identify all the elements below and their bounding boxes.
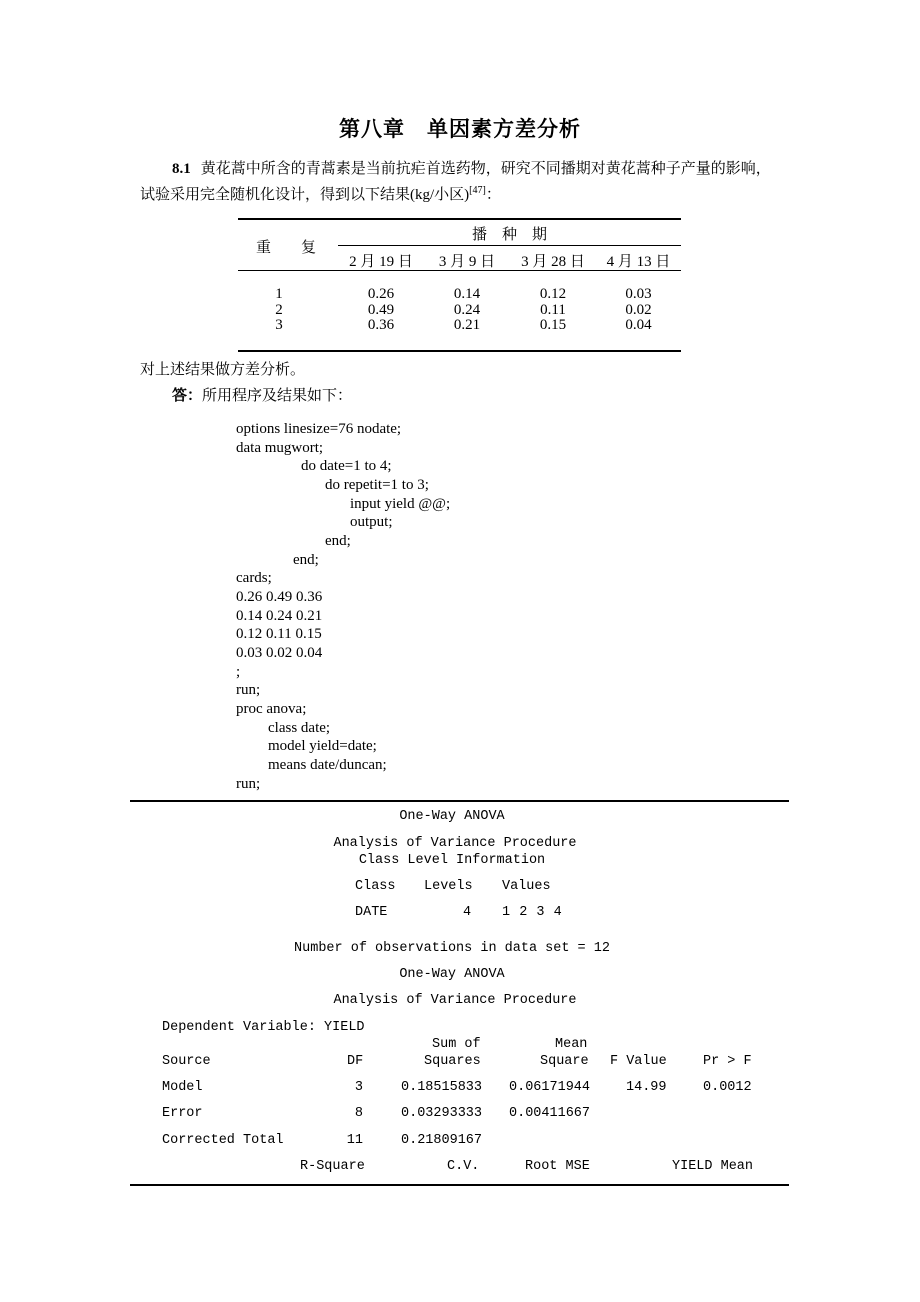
anova-source: Model (162, 1080, 203, 1095)
f-header: F Value (610, 1054, 667, 1069)
value-cell: 0.36 (367, 317, 395, 333)
code-line: 0.12 0.11 0.15 (236, 626, 322, 642)
ms-header: Square (540, 1054, 589, 1069)
value-cell: 0.49 (367, 302, 395, 318)
group-header: 播 种 期 (471, 227, 547, 243)
output-top-rule (130, 800, 789, 802)
code-line: do repetit=1 to 3; (325, 477, 429, 493)
answer-label: 答： (172, 388, 203, 404)
code-line: model yield=date; (268, 738, 377, 754)
code-line: output; (350, 514, 393, 530)
citation: [47] (469, 185, 486, 196)
ss-header-top: Sum of (432, 1037, 481, 1052)
rep-cell: 3 (275, 317, 283, 333)
code-line: options linesize=76 nodate; (236, 421, 402, 437)
code-line: class date; (268, 720, 331, 736)
ss-header: Squares (424, 1054, 481, 1069)
value-cell: 0.15 (539, 317, 567, 333)
rep-cell: 1 (275, 286, 283, 302)
data-table (238, 218, 681, 352)
code-line: 0.14 0.24 0.21 (236, 608, 323, 624)
group-rule (338, 245, 681, 246)
problem-text: 黄花蒿中所含的青蒿素是当前抗疟首选药物，研究不同播期对黄花蒿种子产量的影响，试验采用完全随机化设计，得到以下结果(kg/小区) (140, 161, 771, 203)
anova-source: Corrected Total (162, 1133, 284, 1148)
col-header-2: 3 月 9 日 (438, 254, 496, 270)
instruction-text: 对上述结果做方差分析。 (140, 362, 306, 378)
problem-paragraph (140, 156, 785, 208)
output-heading: Analysis of Variance Procedure (333, 993, 577, 1008)
code-line: run; (236, 682, 261, 698)
anova-ss: 0.03293333 (401, 1106, 483, 1121)
class-levels: 4 (463, 905, 472, 920)
code-line: 0.26 0.49 0.36 (236, 589, 323, 605)
table-bottom-rule (238, 350, 681, 352)
source-header: Source (162, 1054, 211, 1069)
observations-count: Number of observations in data set = 12 (294, 941, 610, 956)
answer-text: 所用程序及结果如下： (202, 388, 353, 404)
output-heading: One-Way ANOVA (399, 967, 505, 982)
value-cell: 0.24 (453, 302, 481, 318)
code-line: data mugwort; (236, 440, 324, 456)
value-cell: 0.14 (453, 286, 481, 302)
code-line: end; (293, 552, 319, 568)
anova-f: 14.99 (626, 1080, 667, 1095)
header-rule (238, 270, 681, 271)
rsquare-header: R-Square (300, 1159, 365, 1174)
answer-line (172, 383, 352, 409)
p-header: Pr > F (703, 1054, 752, 1069)
value-cell: 0.03 (625, 286, 652, 302)
yield-mean-header: YIELD Mean (672, 1159, 754, 1174)
rep-cell: 2 (275, 302, 283, 318)
row-header: 重 复 (255, 240, 316, 256)
class-values: 1 2 3 4 (502, 905, 562, 920)
rootmse-header: Root MSE (525, 1159, 590, 1174)
value-cell: 0.21 (453, 317, 481, 333)
value-cell: 0.11 (540, 302, 566, 318)
code-line: proc anova; (236, 701, 307, 717)
problem-colon: ： (485, 187, 501, 203)
code-line: end; (325, 533, 351, 549)
value-cell: 0.04 (625, 317, 652, 333)
output-heading: Analysis of Variance Procedure (333, 836, 577, 851)
anova-df: 8 (354, 1106, 363, 1121)
value-cell: 0.26 (367, 286, 395, 302)
col-header-4: 4 月 13 日 (606, 254, 671, 270)
value-cell: 0.02 (625, 302, 652, 318)
anova-p: 0.0012 (703, 1080, 752, 1095)
output-heading: Class Level Information (358, 853, 546, 868)
cv-header: C.V. (447, 1159, 480, 1174)
code-line: means date/duncan; (268, 757, 387, 773)
anova-df: 3 (354, 1080, 363, 1095)
output-heading: One-Way ANOVA (399, 809, 505, 824)
value-cell: 0.12 (539, 286, 567, 302)
code-line: do date=1 to 4; (301, 458, 392, 474)
class-col-header: Class (355, 879, 396, 894)
problem-number: 8.1 (172, 161, 191, 177)
col-header-3: 3 月 28 日 (521, 254, 585, 270)
levels-col-header: Levels (424, 879, 473, 894)
col-header-1: 2 月 19 日 (349, 254, 413, 270)
table-top-rule (238, 218, 681, 220)
df-header: DF (347, 1054, 364, 1069)
anova-ms: 0.00411667 (509, 1106, 591, 1121)
anova-ms: 0.06171944 (509, 1080, 591, 1095)
dependent-variable: Dependent Variable: YIELD (162, 1020, 365, 1035)
anova-ss: 0.18515833 (401, 1080, 483, 1095)
anova-source: Error (162, 1106, 203, 1121)
code-line: input yield @@; (350, 496, 451, 512)
chapter-title: 第八章 单因素方差分析 (339, 117, 581, 141)
code-line: 0.03 0.02 0.04 (236, 645, 323, 661)
anova-df: 11 (346, 1133, 363, 1148)
code-line: ; (236, 664, 241, 680)
anova-ss: 0.21809167 (401, 1133, 483, 1148)
code-line: run; (236, 776, 261, 792)
values-col-header: Values (502, 879, 551, 894)
output-bottom-rule (130, 1184, 789, 1186)
class-name: DATE (355, 905, 388, 920)
code-line: cards; (236, 570, 272, 586)
ms-header-top: Mean (555, 1037, 588, 1052)
